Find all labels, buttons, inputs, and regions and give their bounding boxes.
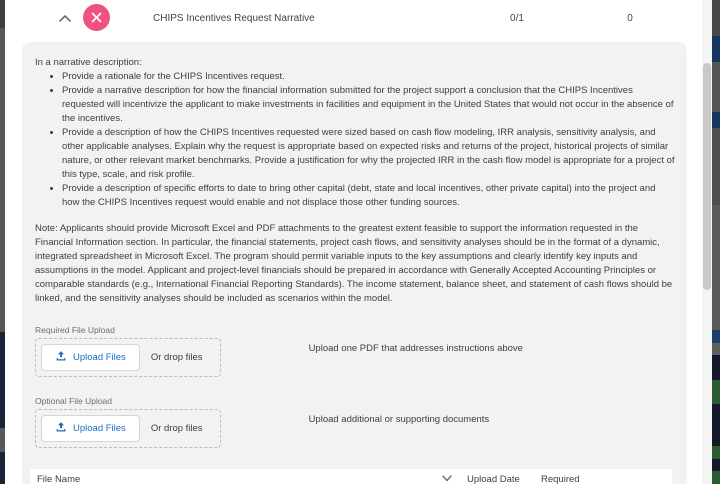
file-name-column-label: File Name (37, 474, 81, 484)
required-upload-row (35, 338, 675, 377)
sort-chevron-down-icon[interactable] (441, 474, 453, 484)
section-file-count: 0 (627, 13, 633, 24)
optional-upload-files-button[interactable] (41, 415, 140, 442)
file-name-column-header (30, 474, 467, 484)
section-title: CHIPS Incentives Request Narrative (153, 13, 315, 24)
instruction-bullet: • Provide a narrative description for how the financial information submitted for the project support a conclusion that the CHIPS Incentives requested will incentivize the applicant to make investments in facilities and equipment in the United States that would not occur in the absence of the incentives. (62, 84, 675, 126)
error-status-icon (83, 4, 110, 31)
vertical-scrollbar[interactable] (702, 0, 712, 484)
upload-date-column-header: Upload Date (467, 474, 520, 484)
required-upload-label: Required File Upload (35, 325, 115, 335)
required-file-dropzone[interactable] (35, 338, 221, 377)
upload-button-label: Upload Files (73, 352, 126, 363)
instruction-bullet: • Provide a description of specific efforts to date to bring other capital (debt, state and local incentives, other private capital) into the project and how the CHIPS Incentives request would enable and not displace those other funding sources. (62, 182, 675, 210)
optional-file-dropzone[interactable] (35, 409, 221, 448)
required-upload-description: Upload one PDF that addresses instructions above (308, 343, 523, 354)
background-window-right-edge (712, 0, 720, 484)
section-progress-count: 0/1 (510, 13, 524, 24)
optional-upload-label: Optional File Upload (35, 396, 113, 406)
upload-icon (55, 421, 67, 436)
instructions-list (35, 70, 675, 210)
background-window-left-edge (0, 0, 5, 484)
instructions-intro: In a narrative description: (35, 57, 142, 68)
file-table-header-row (30, 469, 672, 484)
optional-upload-description: Upload additional or supporting documents (308, 414, 490, 425)
upload-icon (55, 350, 67, 365)
drop-files-hint: Or drop files (150, 352, 203, 363)
section-body-card (22, 42, 687, 484)
optional-upload-row (35, 409, 675, 448)
upload-button-label: Upload Files (73, 423, 126, 434)
instructions-note: Note: Applicants should provide Microsoft Excel and PDF attachments to the greatest extent feasible to support the information requested in the Financial Information section. In particular, the financial statements, project cash flows, and sensitivity analyses should be in the format of a dynamic, integrated spreadsheet in Microsoft Excel. The program should permit variable inputs to the key assumptions and clearly identify key inputs and assumptions in the model. Applicant and project-level financials should be prepared in accordance with Generally Accepted Accounting Principles or comparable standards (e.g., International Financial Reporting Standards). The income statement, balance sheet, and statement of cash flows should be linked, and the sensitivity analyses should be included as scenarios within the model. (35, 223, 673, 304)
collapse-chevron-up-icon[interactable] (57, 11, 73, 27)
drop-files-hint: Or drop files (150, 423, 203, 434)
instruction-bullet: • Provide a rationale for the CHIPS Incentives request. (62, 70, 675, 84)
section-header (5, 0, 702, 42)
required-column-header: Required (541, 474, 580, 484)
vertical-scrollbar-thumb[interactable] (703, 63, 711, 290)
instruction-bullet: • Provide a description of how the CHIPS Incentives requested were sized based on cash flow modeling, IRR analysis, sensitivity analysis, and other applicable analyses. Explain why the request is appropriate based on expected risks and returns of the project, historical projects of similar nature, or other relevant market benchmarks. Provide a justification for why the projected IRR in the cash flow model is appropriate for a project of this type, scale, and risk profile. (62, 126, 675, 182)
required-upload-files-button[interactable] (41, 344, 140, 371)
